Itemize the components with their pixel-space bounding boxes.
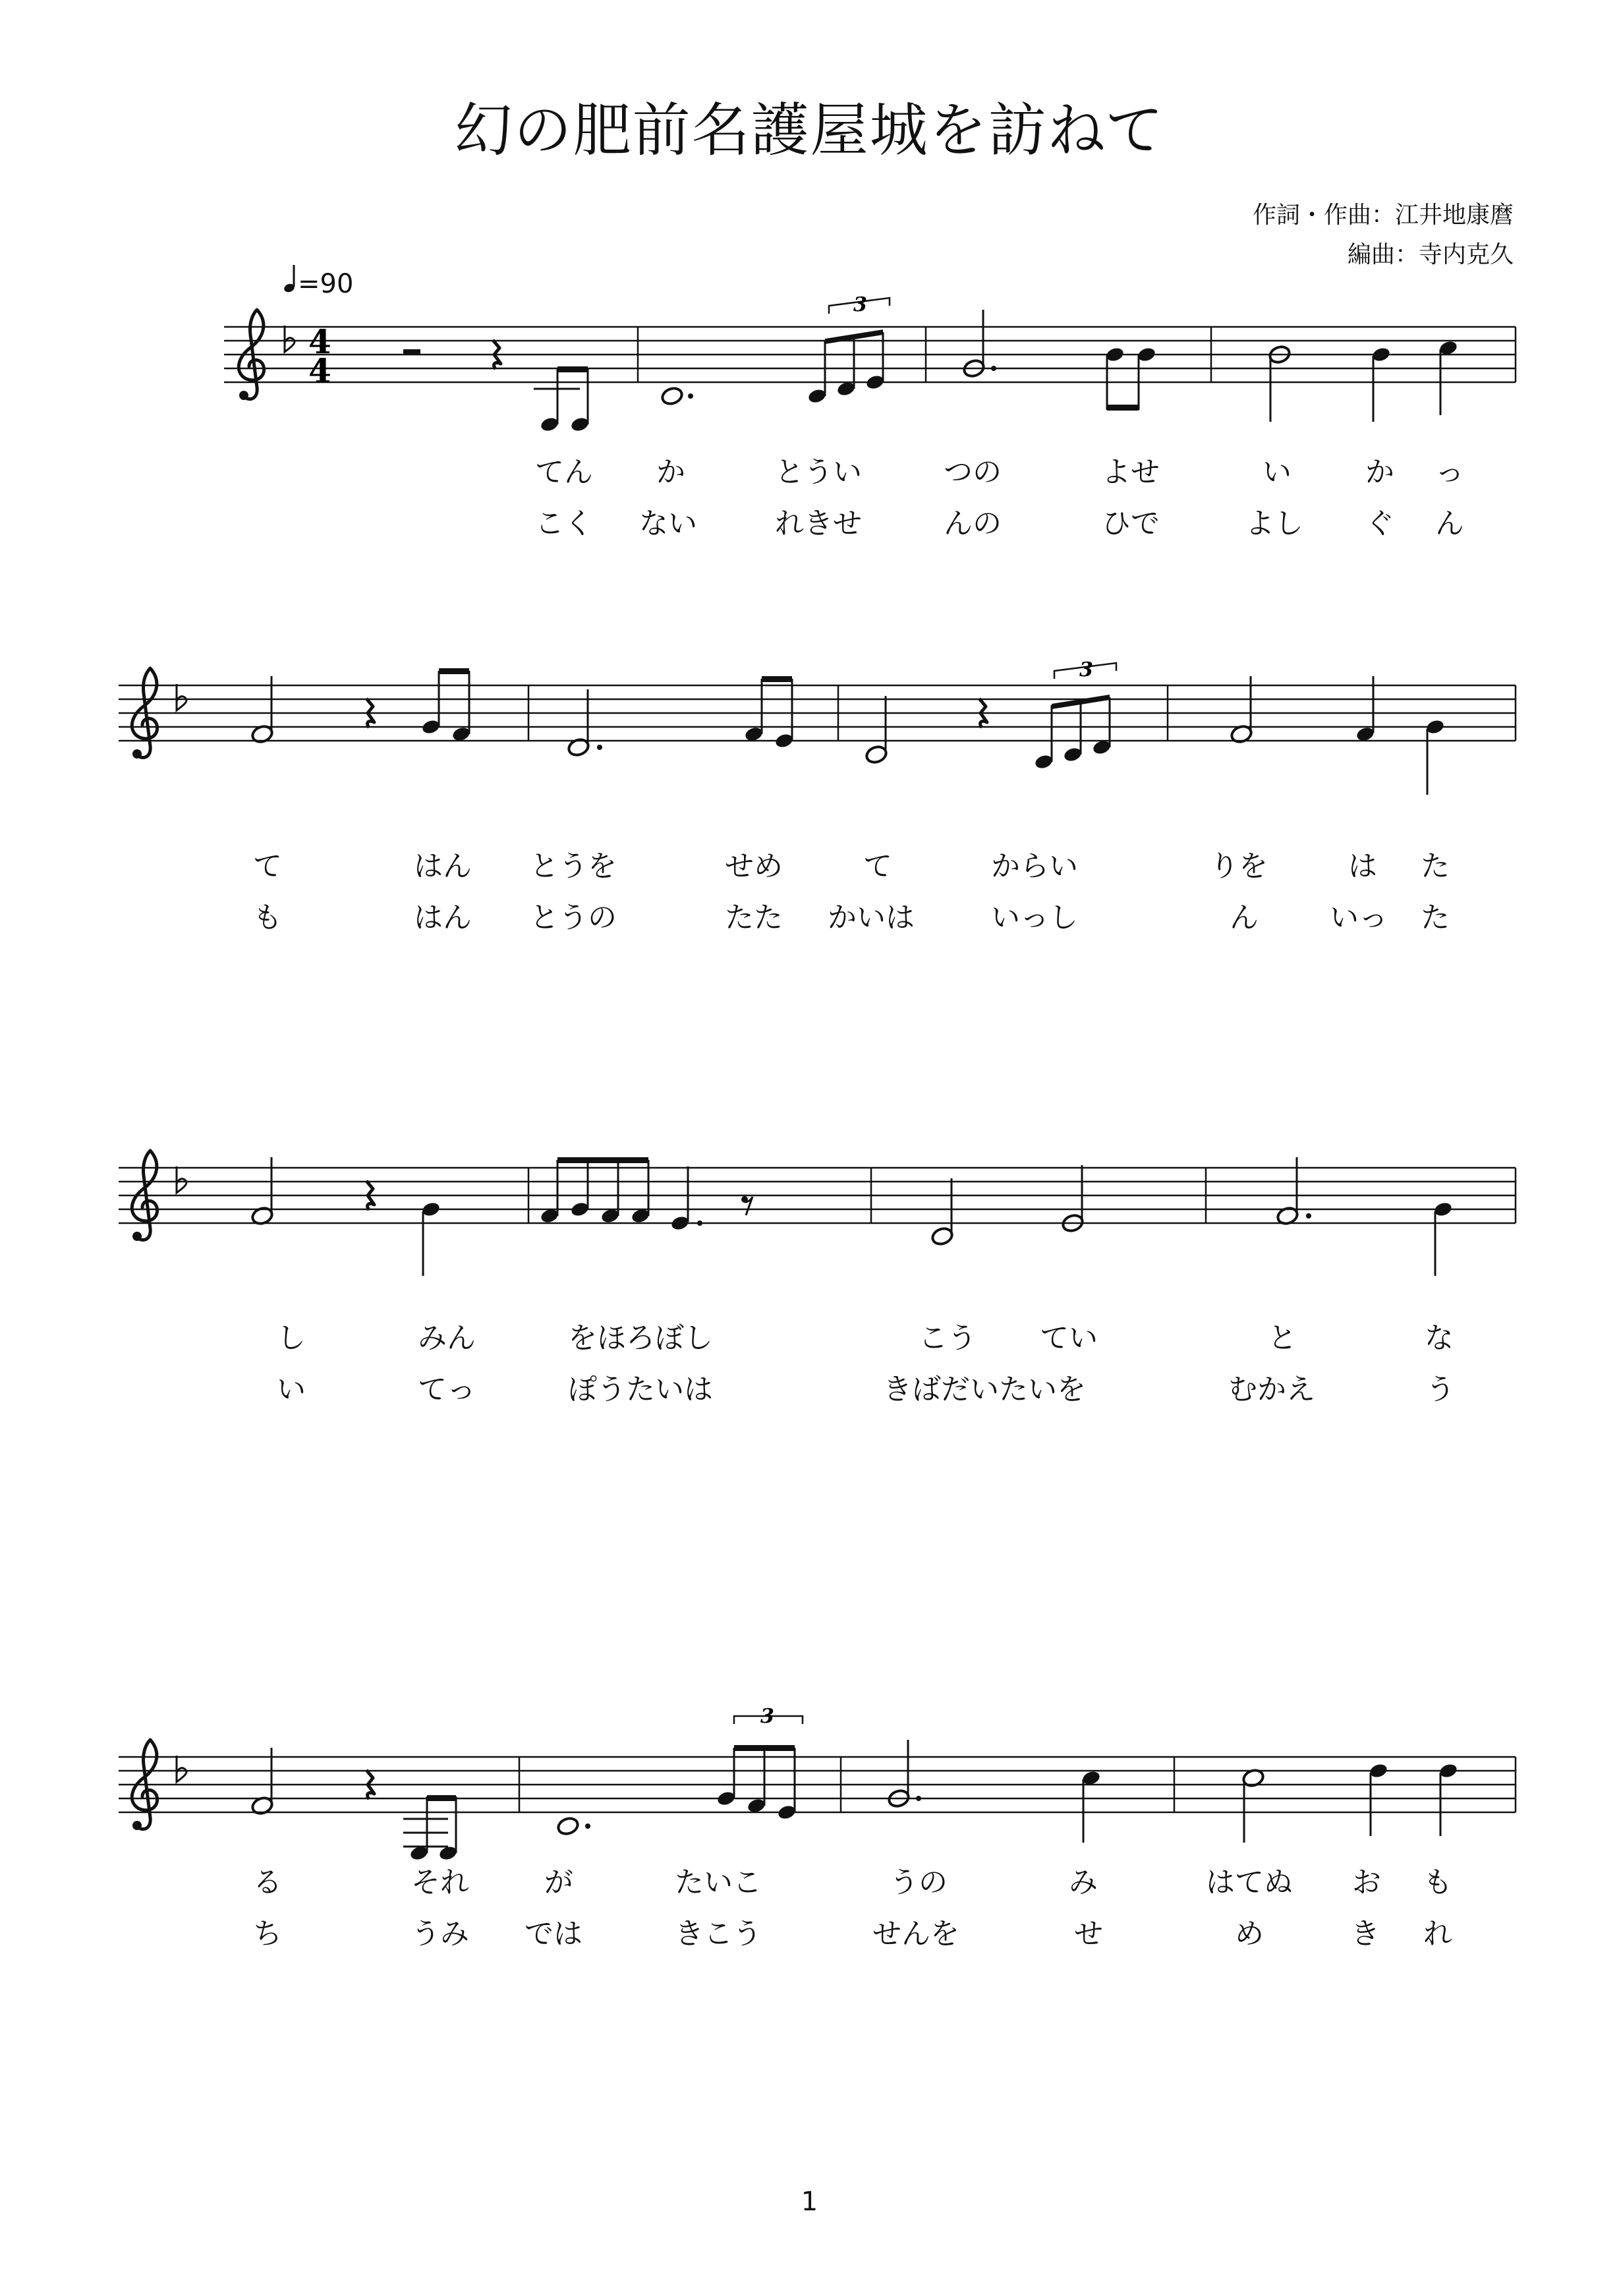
- lyric-syllable: し: [277, 1321, 306, 1355]
- dotted-half-note: [556, 1816, 580, 1837]
- lyric-syllable: むかえ: [1228, 1373, 1315, 1406]
- lyric-syllable: れきせ: [775, 507, 862, 540]
- flat-icon: [285, 326, 295, 352]
- lyric-syllable: っ: [1435, 455, 1464, 489]
- time-signature-bottom: 4: [308, 351, 331, 390]
- lyric-syllable: う: [1426, 1373, 1455, 1406]
- lyric-syllable: も: [1423, 1866, 1452, 1899]
- lyric-syllable: きばだいたいを: [883, 1373, 1086, 1406]
- staff-system-4: [119, 1705, 1516, 1862]
- lyric-syllable: きこう: [675, 1917, 762, 1951]
- lyric-syllable: たいこ: [675, 1866, 762, 1899]
- triplet-eighth-notes: [807, 293, 890, 405]
- lyric-syllable: はてぬ: [1206, 1866, 1293, 1899]
- lyric-syllable: はん: [414, 901, 472, 934]
- lyric-syllable: よせ: [1102, 455, 1160, 489]
- lyric-syllable: い: [1263, 455, 1292, 489]
- lyricist-composer-credit: 作詞・作曲：江井地康麿: [1252, 202, 1514, 229]
- lyric-syllable: め: [1235, 1917, 1264, 1951]
- lyric-syllable: と: [1268, 1321, 1297, 1355]
- quarter-note: [1371, 346, 1392, 422]
- lyric-syllable: る: [253, 1866, 282, 1899]
- tuplet-number: 3: [760, 1705, 774, 1728]
- eighth-rest-icon: [741, 1196, 753, 1215]
- flat-icon: [177, 1756, 186, 1782]
- lyric-syllable: れ: [1423, 1917, 1452, 1951]
- half-rest-icon: [403, 349, 420, 355]
- lyric-syllable: ぐ: [1365, 507, 1394, 540]
- lyric-syllable: か: [1365, 455, 1394, 489]
- lyric-syllable: て: [253, 849, 282, 883]
- flat-icon: [177, 684, 186, 710]
- lyric-syllable: せんを: [872, 1917, 959, 1951]
- flat-icon: [177, 1166, 186, 1193]
- lyric-syllable: をほろぼし: [568, 1321, 713, 1355]
- lyric-syllable: りを: [1210, 849, 1268, 883]
- lyric-syllable: とうい: [775, 455, 862, 489]
- lyric-syllable: てっ: [418, 1373, 476, 1406]
- lyric-syllable: な: [1425, 1321, 1454, 1355]
- tempo-value: =90: [298, 269, 354, 299]
- lyric-syllable: たた: [725, 901, 783, 934]
- beamed-eighth-notes: [1105, 346, 1157, 411]
- tuplet-number: 3: [853, 293, 867, 316]
- lyric-syllable: み: [1069, 1866, 1098, 1899]
- lyric-syllable: は: [1348, 849, 1377, 883]
- lyric-syllable: ん: [1435, 507, 1464, 540]
- lyric-syllable: ぽうたいは: [568, 1373, 713, 1406]
- arranger-credit: 編曲：寺内克久: [1347, 241, 1514, 268]
- staff-system-3: [119, 1151, 1516, 1276]
- lyric-syllable: とうを: [530, 849, 617, 883]
- lyric-syllable: では: [525, 1917, 582, 1951]
- lyric-syllable: うみ: [411, 1917, 469, 1951]
- lyric-syllable: とうの: [530, 901, 617, 934]
- lyric-syllable: き: [1351, 1917, 1380, 1951]
- lyric-syllable: よし: [1245, 507, 1303, 540]
- lyric-syllable: ひで: [1102, 507, 1160, 540]
- lyric-syllable: も: [253, 901, 282, 934]
- lyric-syllable: てん: [535, 455, 593, 489]
- lyric-syllable: かいは: [828, 901, 915, 934]
- lyric-syllable: からい: [991, 849, 1078, 883]
- lyric-syllable: ない: [639, 507, 697, 540]
- lyric-syllable: た: [1421, 849, 1450, 883]
- staff-system-1: [224, 293, 1516, 433]
- beamed-eighth-notes: [421, 668, 472, 743]
- tuplet-number: 3: [1079, 658, 1093, 681]
- quarter-note: [1438, 339, 1459, 415]
- dotted-half-note: [660, 386, 684, 407]
- lyric-syllable: こう: [919, 1321, 977, 1355]
- lyric-syllable: ち: [253, 1917, 282, 1951]
- lyric-syllable: それ: [411, 1866, 469, 1899]
- lyric-syllable: か: [656, 455, 685, 489]
- lyric-syllable: せめ: [725, 849, 783, 883]
- lyric-syllable: はん: [414, 849, 472, 883]
- time-signature-top: 4: [308, 322, 331, 361]
- lyric-syllable: せ: [1074, 1917, 1103, 1951]
- lyric-syllable: が: [544, 1866, 573, 1899]
- lyric-syllable: てい: [1040, 1321, 1098, 1355]
- lyric-syllable: いっし: [991, 901, 1078, 934]
- lyric-syllable: こく: [535, 507, 593, 540]
- triplet-eighth-notes: [716, 1705, 803, 1821]
- beamed-eighth-notes: [534, 366, 590, 433]
- lyric-syllable: た: [1421, 901, 1450, 934]
- triplet-eighth-notes: [1034, 658, 1116, 770]
- page-number: 1: [801, 2187, 818, 2217]
- lyric-syllable: て: [863, 849, 892, 883]
- lyric-syllable: ん: [1230, 901, 1259, 934]
- staff-system-2: [119, 658, 1516, 795]
- lyric-syllable: みん: [418, 1321, 476, 1355]
- lyric-syllable: うの: [890, 1866, 948, 1899]
- half-note: [1268, 345, 1292, 422]
- lyric-syllable: んの: [944, 507, 1002, 540]
- lyric-syllable: お: [1352, 1866, 1381, 1899]
- beamed-eighth-notes: [403, 1795, 458, 1862]
- page-title: 幻の肥前名護屋城を訪ねて: [454, 96, 1165, 164]
- lyric-syllable: い: [277, 1373, 306, 1406]
- lyric-syllable: いっ: [1330, 901, 1388, 934]
- lyric-syllable: つの: [944, 455, 1002, 489]
